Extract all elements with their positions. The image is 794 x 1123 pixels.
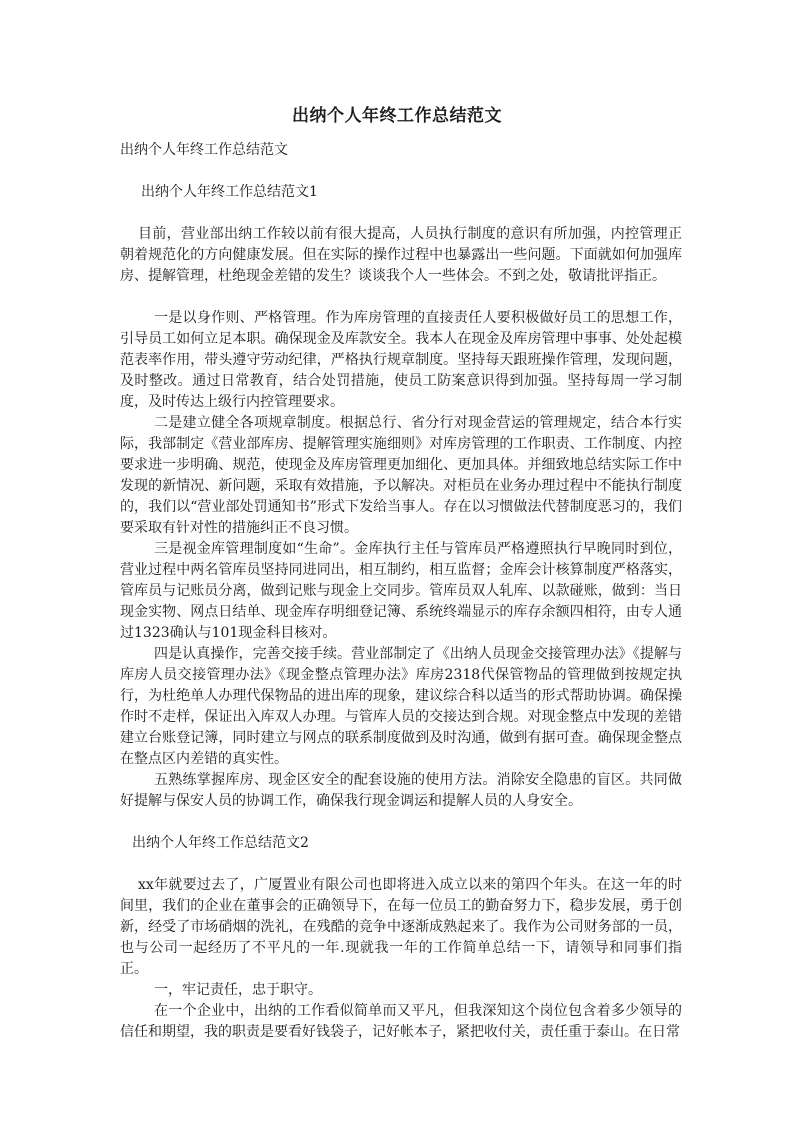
section-2-heading: 出纳个人年终工作总结范文2 — [132, 835, 309, 851]
section-1-paragraph-3: 二是建立健全各项规章制度。根据总行、省分行对现金营运的管理规定，结合本行实际，我部制定《营业部库房、提解管理实施细则》对库房管理的工作职责、工作制度、内控要求进一步明确、规范，使现金及库房管理更加细化、更加具体。并细致地总结实际工作中发现的新情况、新问题，采取有效措施，予以解决。对柜员在业务办理过程中不能执行制度的，我们以“营业部处罚通知书”形式下发给当事人。存在以习惯做法代替制度恶习的，我们要采取有针对性的措施纠正不良习惯。 — [120, 415, 682, 536]
section-2-paragraph-2: 一，牢记责任，忠于职守。 — [154, 982, 322, 998]
document-body — [120, 140, 682, 1043]
section-1-paragraph-5: 四是认真操作，完善交接手续。营业部制定了《出纳人员现金交接管理办法》《提解与库房人员交接管理办法》《现金整点管理办法》库房2318代保管物品的管理做到按规定执行，为杜绝单人办理代保物品的进出库的现象，建议综合科以适当的形式帮助协调。确保操作时不走样，保证出入库双人办理。与管库人员的交接达到合规。对现金整点中发现的差错建立台账登记簿，同时建立与网点的联系制度做到及时沟通，做到有据可查。确保现金整点在整点区内差错的真实性。 — [120, 646, 682, 767]
section-2-paragraph-1: xx年就要过去了，广厦置业有限公司也即将进入成立以来的第四个年头。在这一年的时间里，我们的企业在董事会的正确领导下，在每一位员工的勤奋努力下，稳步发展，勇于创新，经受了市场硝烟的洗礼，在残酷的竞争中逐渐成熟起来了。我作为公司财务部的一员，也与公司一起经历了不平凡的一年.现就我一年的工作简单总结一下，请领导和同事们指正。 — [120, 877, 682, 977]
document-subtitle: 出纳个人年终工作总结范文 — [120, 142, 288, 158]
section-1-paragraph-6: 五熟练掌握库房、现金区安全的配套设施的使用方法。消除安全隐患的盲区。共同做好提解与保安人员的协调工作，确保我行现金调运和提解人员的人身安全。 — [120, 772, 682, 809]
section-1-paragraph-4: 三是视金库管理制度如“生命”。金库执行主任与管库员严格遵照执行早晚同时到位，营业过程中两名管库员坚持同进同出，相互制约，相互监督；金库会计核算制度严格落实，管库员与记账员分离，做到记账与现金上交同步。管库员双人轧库、以款碰账，做到：当日现金实物、网点日结单、现金库存明细登记簿、系统终端显示的库存余额四相符，由专人通过1323确认与101现金科目核对。 — [120, 541, 682, 641]
document-title: 出纳个人年终工作总结范文 — [292, 106, 502, 126]
section-1-paragraph-1: 目前，营业部出纳工作较以前有很大提高，人员执行制度的意识有所加强，内控管理正朝着规范化的方向健康发展。但在实际的操作过程中也暴露出一些问题。下面就如何加强库房、提解管理，杜绝现金差错的发生？谈谈我个人一些体会。不到之处，敬请批评指正。 — [120, 226, 682, 284]
section-2-paragraph-3: 在一个企业中，出纳的工作看似简单而又平凡，但我深知这个岗位包含着多少领导的信任和期望，我的职责是要看好钱袋子，记好帐本子，紧把收付关，责任重于泰山。在日常 — [120, 1003, 682, 1040]
section-1-paragraph-2: 一是以身作则、严格管理。作为库房管理的直接责任人要积极做好员工的思想工作，引导员工如何立足本职。确保现金及库款安全。我本人在现金及库房管理中事事、处处起模范表率作用，带头遵守劳动纪律，严格执行规章制度。坚持每天跟班操作管理，发现问题，及时整改。通过日常教育，结合处罚措施，使员工防案意识得到加强。坚持每周一学习制度，及时传达上级行内控管理要求。 — [120, 310, 682, 410]
section-1-heading: 出纳个人年终工作总结范文1 — [141, 184, 318, 200]
